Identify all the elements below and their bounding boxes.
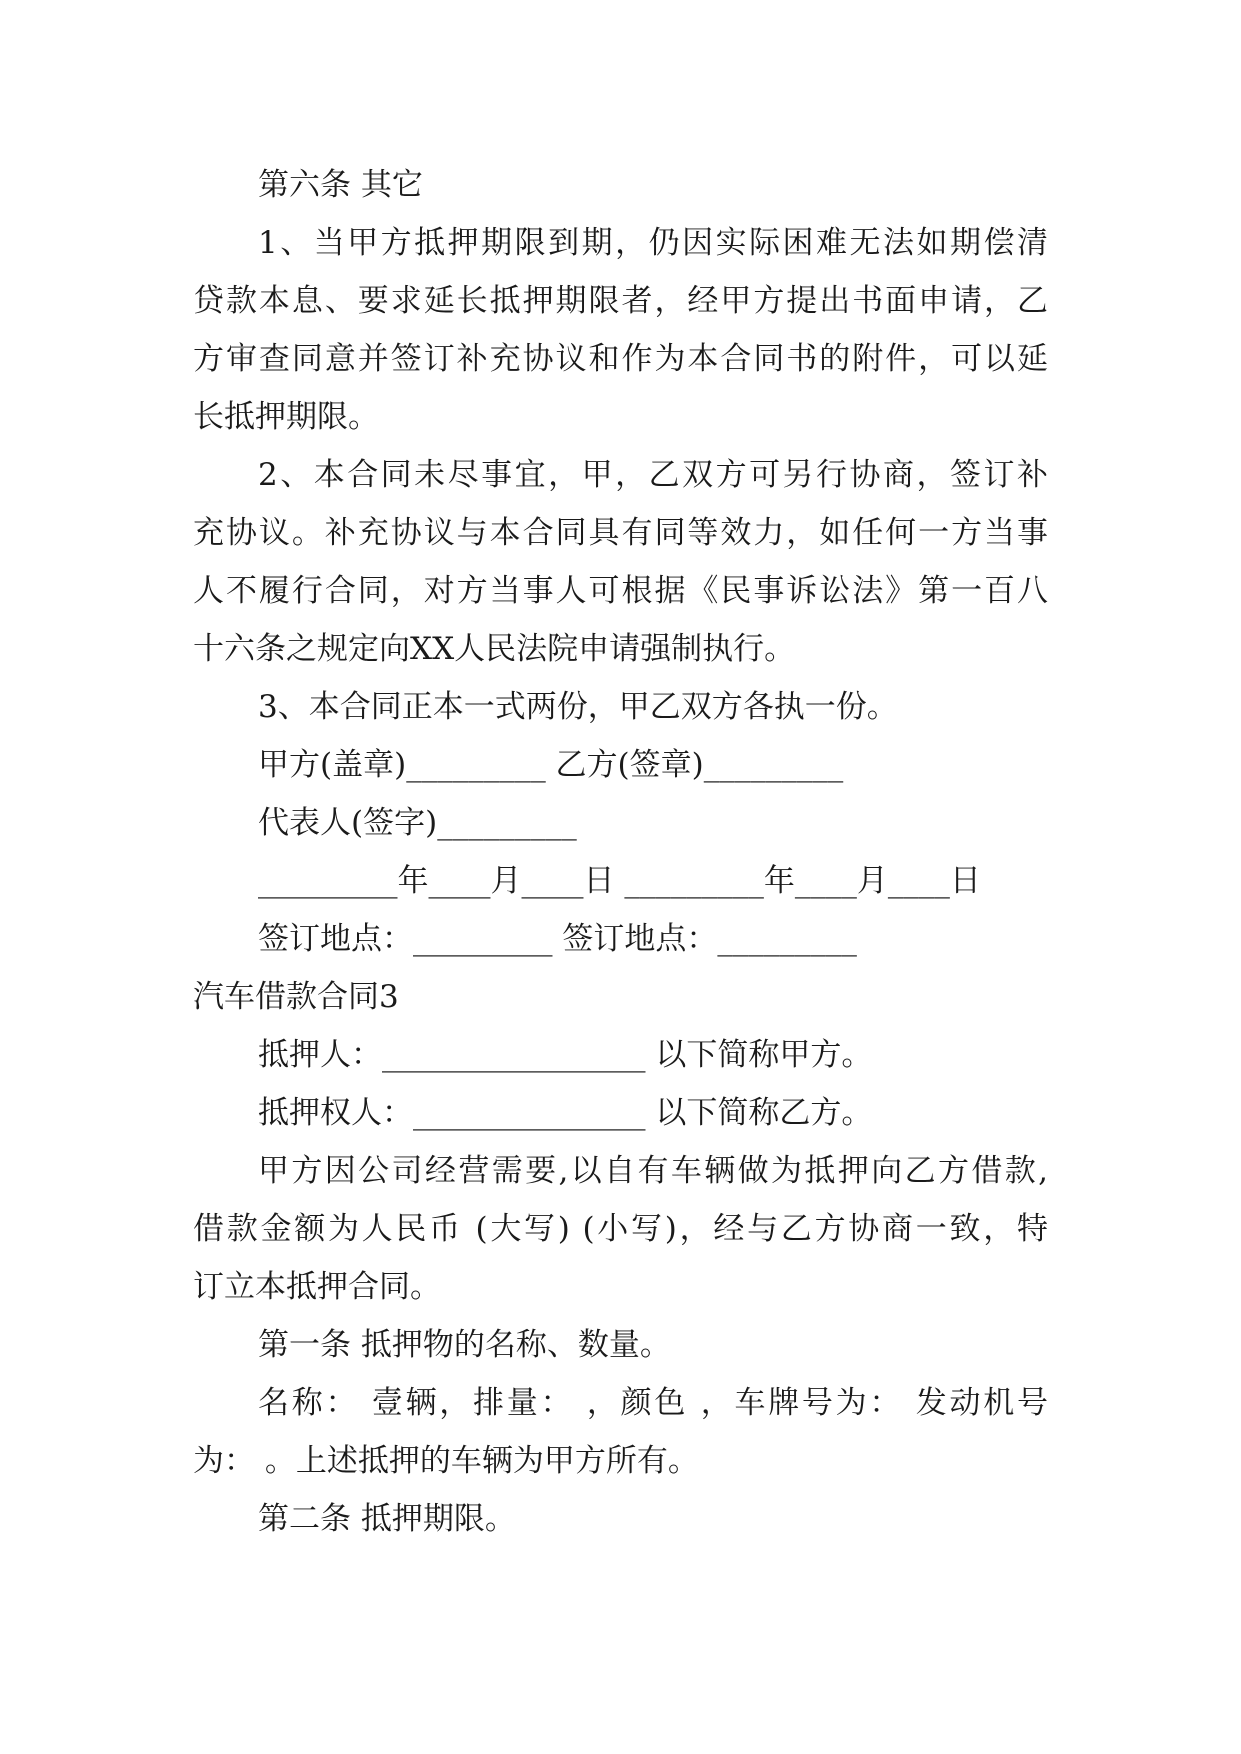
article-6-clause-2-line-4: 十六条之规定向XX人民法院申请强制执行。 [193,631,796,667]
signature-line-dates: _________年____月____日 _________年____月____日 [258,863,981,899]
signature-line-representative: 代表人(签字)_________ [258,805,577,841]
signature-line-places: 签订地点：_________ 签订地点：_________ [258,921,857,957]
preamble-line-1: 甲方因公司经营需要,以自有车辆做为抵押向乙方借款, [258,1153,1048,1189]
article-1-detail-line-2: 为： 。上述抵押的车辆为甲方所有。 [193,1443,699,1479]
signature-line-parties: 甲方(盖章)_________ 乙方(签章)_________ [258,747,844,783]
contract-3-title: 汽车借款合同3 [193,979,399,1015]
article-6-clause-1-line-3: 方审查同意并签订补充协议和作为本合同书的附件，可以延 [193,341,1048,377]
article-1-heading: 第一条 抵押物的名称、数量。 [258,1327,671,1363]
article-1-detail-line-1: 名称： 壹辆，排量： ，颜色 ，车牌号为： 发动机号 [258,1385,1048,1421]
article-6-clause-3: 3、本合同正本一式两份，甲乙双方各执一份。 [258,689,898,725]
article-6-clause-1-line-4: 长抵押期限。 [193,399,379,435]
article-2-heading: 第二条 抵押期限。 [258,1501,516,1537]
article-6-heading: 第六条 其它 [258,167,423,203]
preamble-line-3: 订立本抵押合同。 [193,1269,441,1305]
article-6-clause-1-line-1: 1、当甲方抵押期限到期，仍因实际困难无法如期偿清 [258,225,1048,261]
article-6-clause-2-line-3: 人不履行合同，对方当事人可根据《民事诉讼法》第一百八 [193,573,1048,609]
article-6-clause-1-line-2: 贷款本息、要求延长抵押期限者，经甲方提出书面申请，乙 [193,283,1048,319]
article-6-clause-2-line-2: 充协议。补充协议与本合同具有同等效力，如任何一方当事 [193,515,1048,551]
article-6-clause-2-line-1: 2、本合同未尽事宜，甲，乙双方可另行协商，签订补 [258,457,1048,493]
mortgagee-line: 抵押权人：_______________ 以下简称乙方。 [258,1095,873,1131]
preamble-line-2: 借款金额为人民币 (大写) (小写)，经与乙方协商一致，特 [193,1211,1048,1247]
mortgagor-line: 抵押人：_________________ 以下简称甲方。 [258,1037,873,1073]
